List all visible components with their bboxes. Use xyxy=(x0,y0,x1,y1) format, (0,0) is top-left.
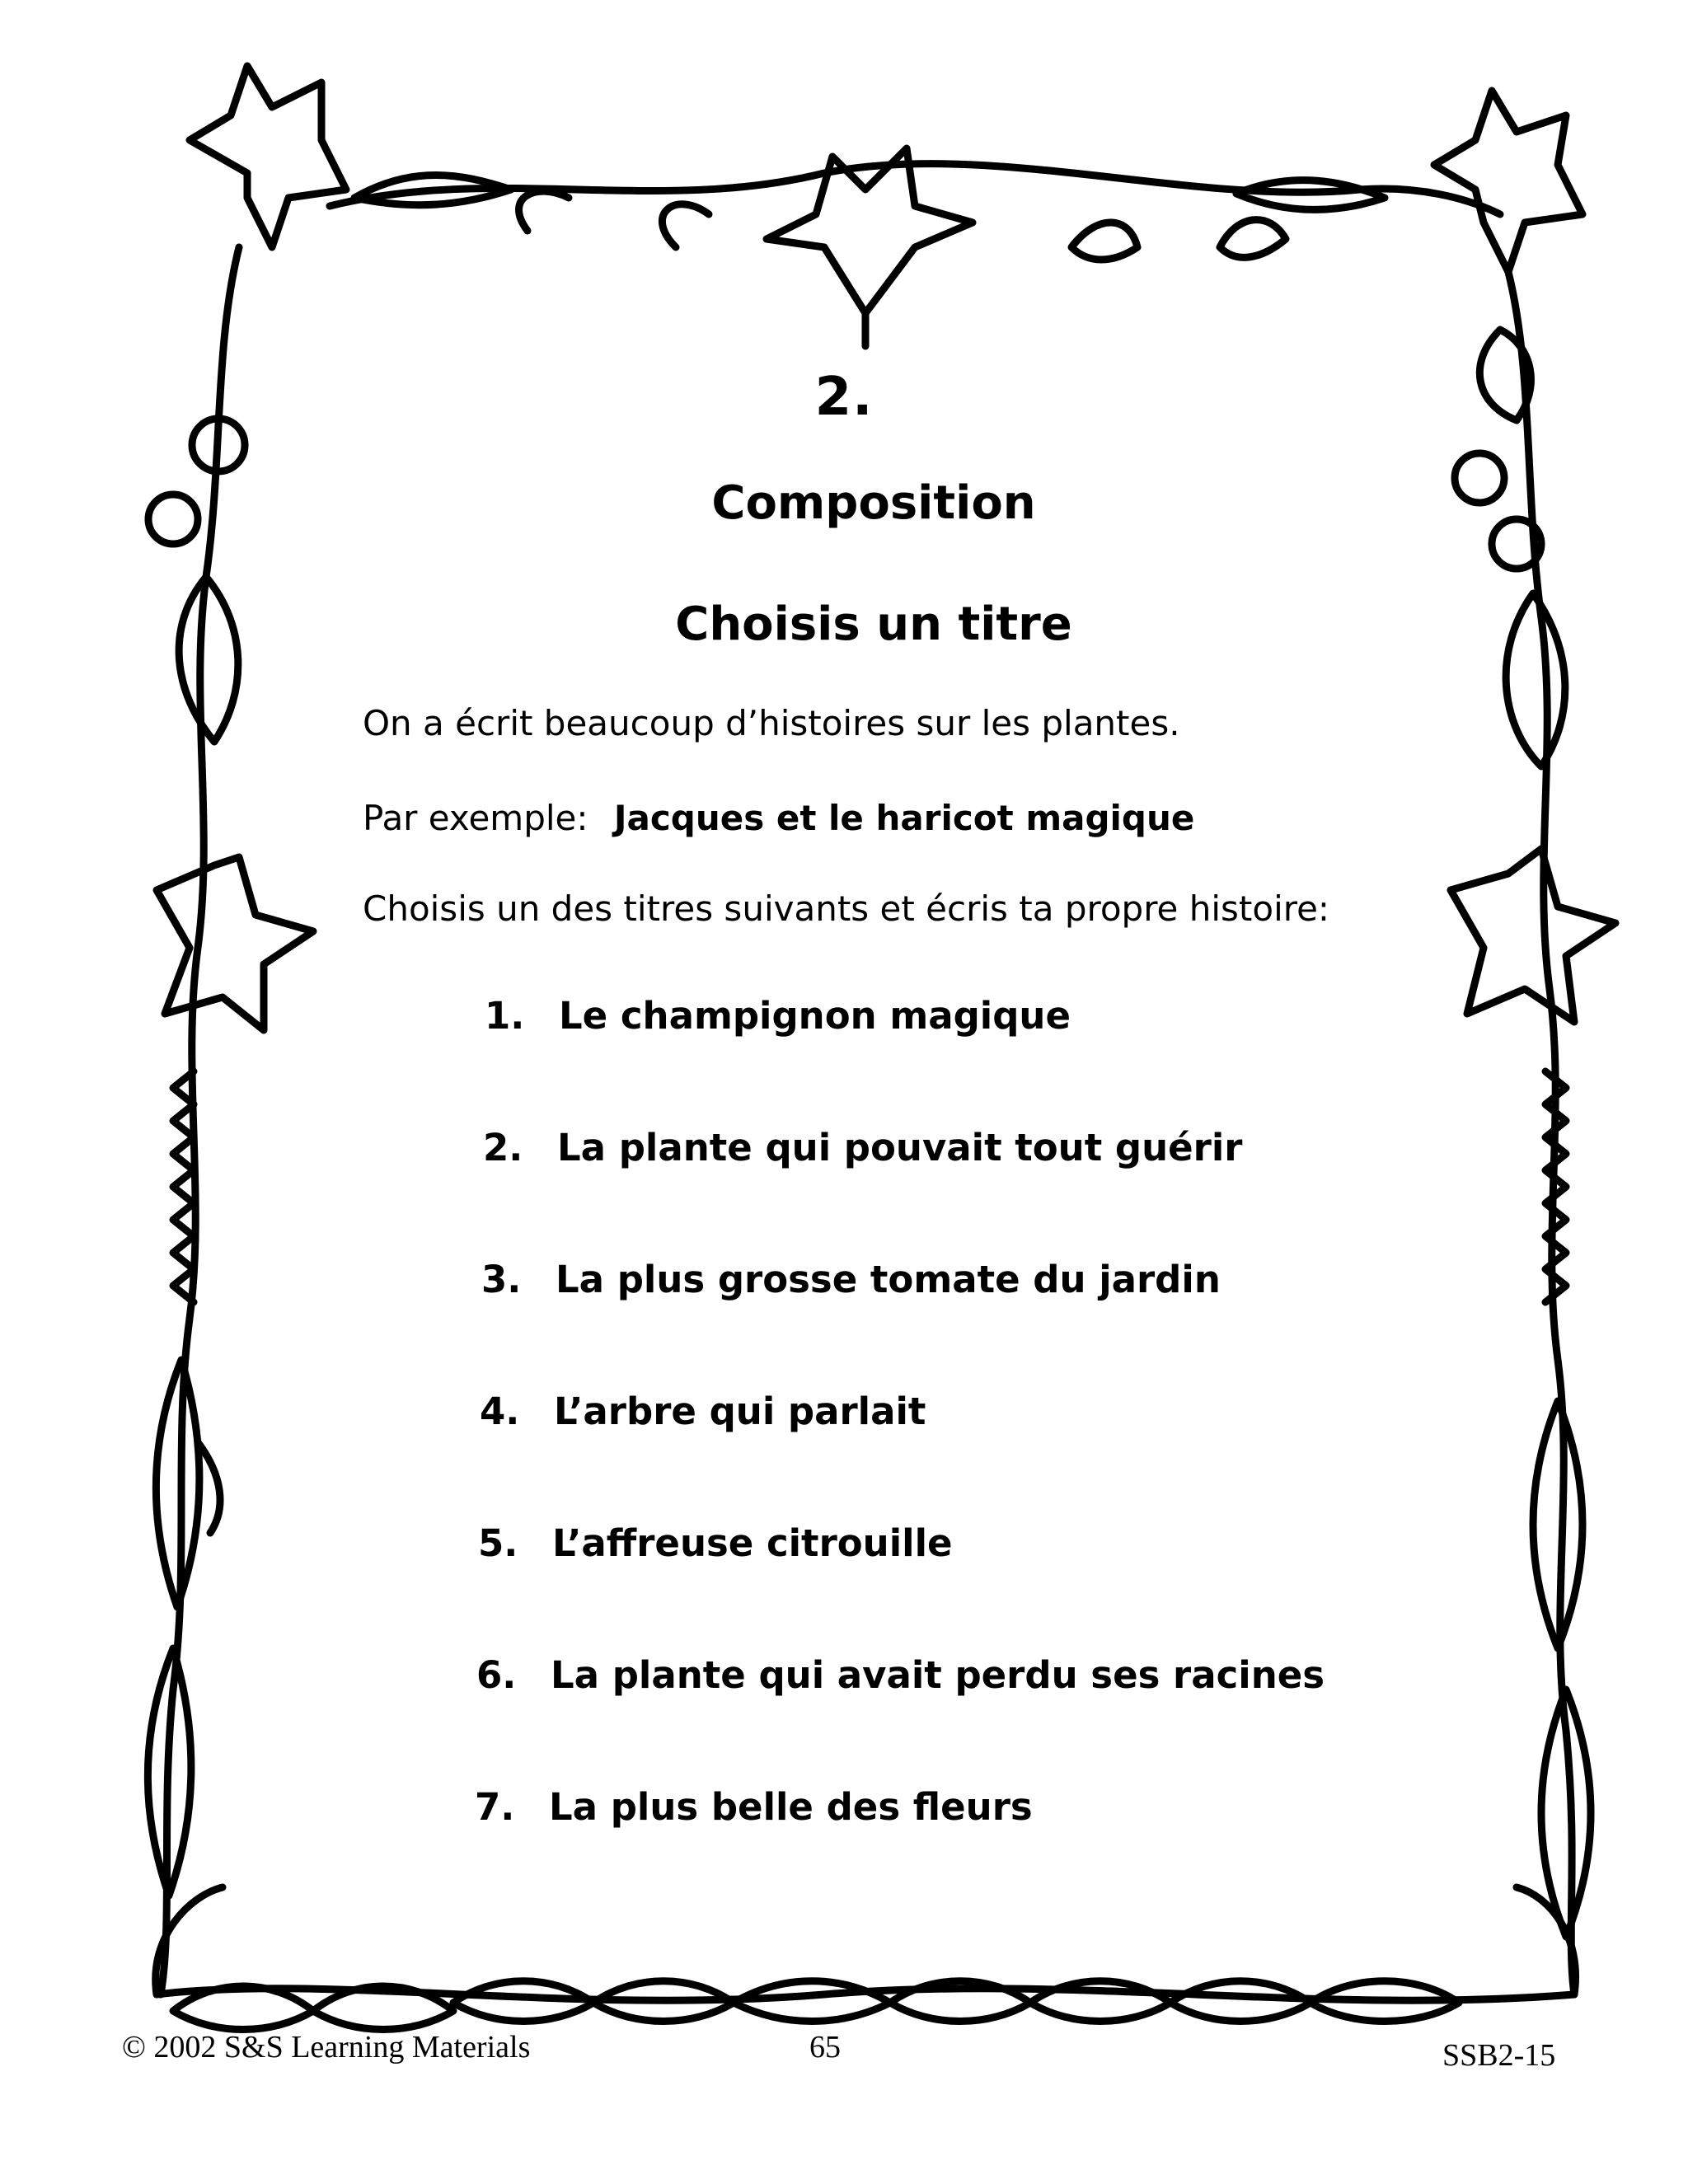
copyright-notice: © 2002 S&S Learning Materials xyxy=(122,2030,531,2064)
list-item xyxy=(478,1521,953,1565)
list-item xyxy=(481,1258,1221,1301)
list-item-text: L’affreuse citrouille xyxy=(552,1521,953,1565)
intro-text: On a écrit beaucoup d’histoires sur les plantes. xyxy=(363,703,1180,743)
exercise-number: 2. xyxy=(814,367,874,428)
list-item-text: Le champignon magique xyxy=(559,994,1071,1038)
list-item-number: 2. xyxy=(483,1126,523,1169)
list-item-number: 7. xyxy=(475,1785,515,1829)
list-item-number: 3. xyxy=(481,1258,522,1301)
page-number: 65 xyxy=(809,2030,841,2064)
list-item xyxy=(483,1126,1242,1169)
document-code: SSB2-15 xyxy=(1442,2038,1556,2073)
example-line xyxy=(363,798,1194,838)
example-title: Jacques et le haricot magique xyxy=(613,798,1195,838)
list-item-text: L’arbre qui parlait xyxy=(554,1390,926,1433)
list-item xyxy=(475,1785,1033,1829)
list-item-text: La plus grosse tomate du jardin xyxy=(556,1258,1221,1301)
list-item-number: 6. xyxy=(476,1653,517,1697)
list-item-number: 5. xyxy=(478,1521,518,1565)
list-item-text: La plante qui avait perdu ses racines xyxy=(551,1653,1325,1697)
list-item-text: La plante qui pouvait tout guérir xyxy=(557,1126,1243,1169)
page-heading: Composition xyxy=(711,476,1036,530)
list-item xyxy=(480,1390,926,1433)
instruction-text: Choisis un des titres suivants et écris ta propre histoire: xyxy=(363,888,1330,929)
list-item-number: 1. xyxy=(485,994,525,1038)
list-item xyxy=(485,994,1071,1038)
page-subheading: Choisis un titre xyxy=(675,598,1072,651)
list-item-text: La plus belle des fleurs xyxy=(549,1785,1033,1829)
example-label: Par exemple: xyxy=(363,798,588,838)
list-item xyxy=(476,1653,1325,1697)
list-item-number: 4. xyxy=(480,1390,520,1433)
